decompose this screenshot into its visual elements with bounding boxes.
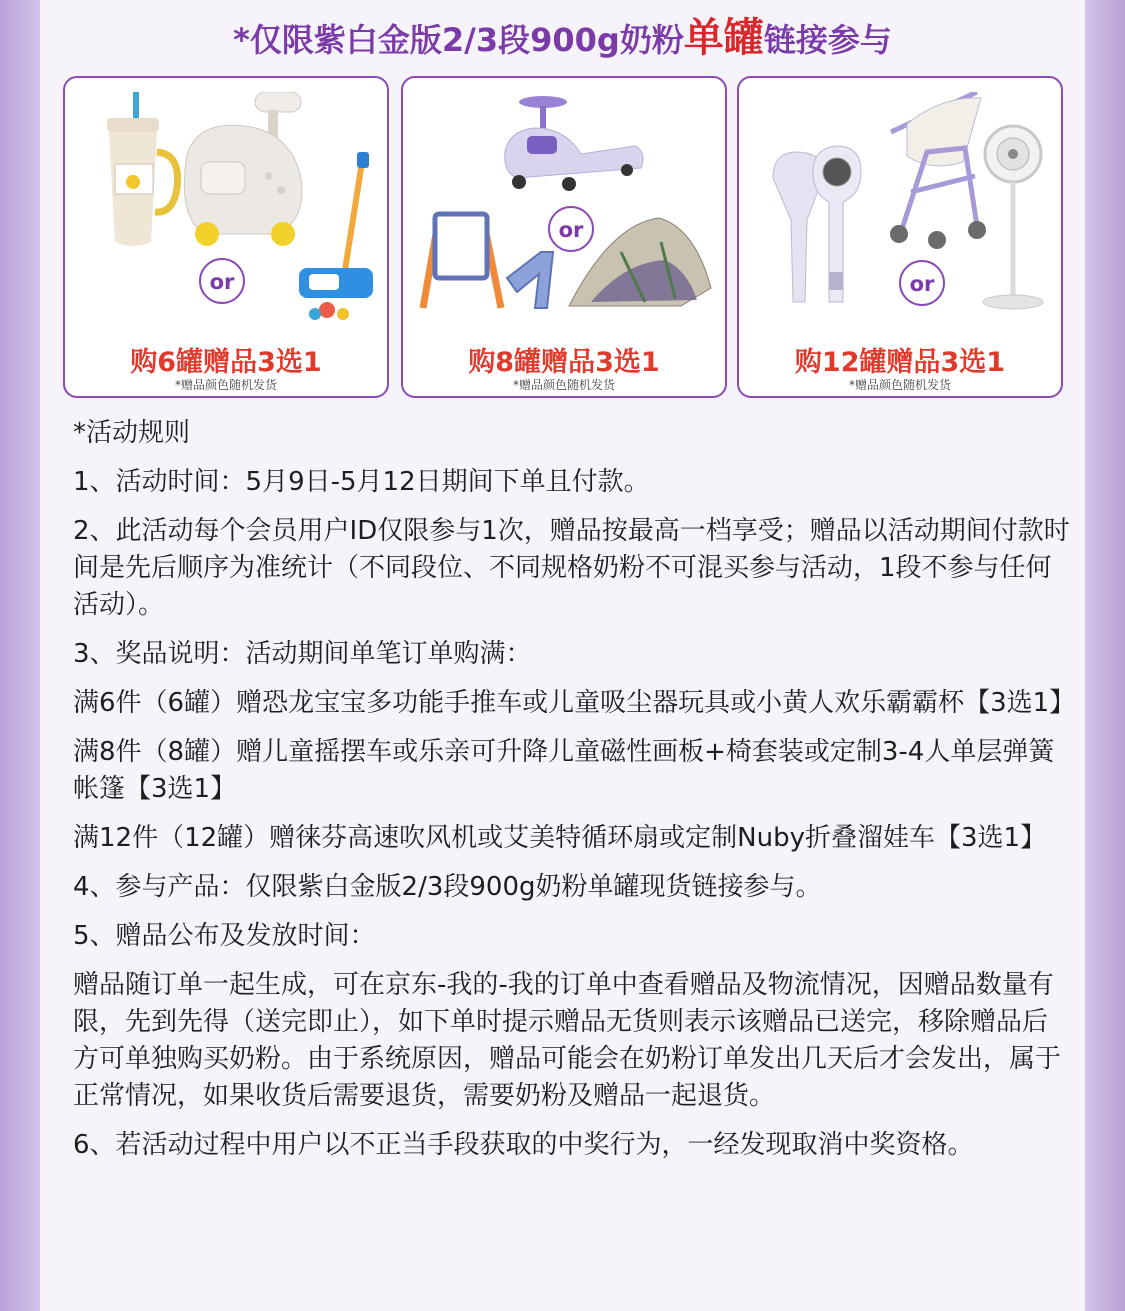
- rule-item: 赠品随订单一起生成，可在京东-我的-我的订单中查看赠品及物流情况，因赠品数量有限，先到先得（送完即止），如下单时提示赠品无货则表示该赠品已送完，移除赠品后方可单独购买奶粉。由于系统原因，赠品可能会在奶粉订单发出几天后才会发出，属于正常情况，如果收货后需要退货，需要奶粉及赠品一起退货。: [73, 970, 1062, 1111]
- page-title: [40, 6, 1085, 63]
- title-suffix: 链接参与: [763, 21, 892, 59]
- or-badge: or: [199, 258, 245, 304]
- tier-label: 购12罐赠品3选1: [794, 347, 1006, 378]
- gift-images-12: [751, 92, 1051, 332]
- swing-car-image: [505, 96, 643, 191]
- gift-card-12[interactable]: [737, 76, 1063, 398]
- rule-item: 3、奖品说明：活动期间单笔订单购满：: [73, 639, 532, 669]
- easel-chair-image: [423, 214, 553, 308]
- rule-item: 满12件（12罐）赠徕芬高速吹风机或艾美特循环扇或定制Nuby折叠溜娃车【3选1】: [73, 823, 1047, 853]
- title-prefix: *仅限紫白金版2/3段900g奶粉: [233, 21, 684, 59]
- gift-card-8[interactable]: [401, 76, 727, 398]
- fan-image: [983, 126, 1043, 309]
- hair-dryer-image: [773, 146, 861, 302]
- gift-card-6[interactable]: [63, 76, 389, 398]
- tier-label: 购8罐赠品3选1: [468, 347, 660, 378]
- rule-item: 满6件（6罐）赠恐龙宝宝多功能手推车或儿童吸尘器玩具或小黄人欢乐霸霸杯【3选1】: [73, 688, 1076, 718]
- left-frame: [0, 0, 40, 1311]
- rule-item: 1、活动时间：5月9日-5月12日期间下单且付款。: [73, 467, 650, 497]
- rule-item: 6、若活动过程中用户以不正当手段获取的中奖行为，一经发现取消中奖资格。: [73, 1130, 974, 1160]
- or-badge: or: [899, 260, 945, 306]
- rule-item: 4、参与产品：仅限紫白金版2/3段900g奶粉单罐现货链接参与。: [73, 872, 822, 902]
- rules-section: [73, 415, 1076, 1176]
- rule-item: 5、赠品公布及发放时间：: [73, 921, 376, 951]
- vacuum-toy-image: [299, 152, 373, 320]
- gift-cards: [63, 76, 1065, 400]
- tier-label: 购6罐赠品3选1: [130, 347, 322, 378]
- rule-item: 2、此活动每个会员用户ID仅限参与1次，赠品按最高一档享受；赠品以活动期间付款时间是先后顺序为准统计（不同段位、不同规格奶粉不可混买参与活动，1段不参与任何活动）。: [73, 516, 1070, 620]
- dino-walker-image: [184, 92, 302, 246]
- tumbler-image: [107, 92, 178, 246]
- or-badge: or: [548, 206, 594, 252]
- color-note: *赠品颜色随机发货: [848, 378, 951, 392]
- rules-heading: *活动规则: [73, 418, 191, 448]
- promo-page: [40, 0, 1085, 1311]
- rule-item: 满8件（8罐）赠儿童摇摆车或乐亲可升降儿童磁性画板+椅套装或定制3-4人单层弹簧帐篷【3选1】: [73, 737, 1055, 804]
- color-note: *赠品颜色随机发货: [174, 378, 277, 392]
- right-frame: [1085, 0, 1125, 1311]
- color-note: *赠品颜色随机发货: [512, 378, 615, 392]
- title-emphasis: 单罐: [683, 15, 764, 61]
- stroller-image: [890, 92, 986, 249]
